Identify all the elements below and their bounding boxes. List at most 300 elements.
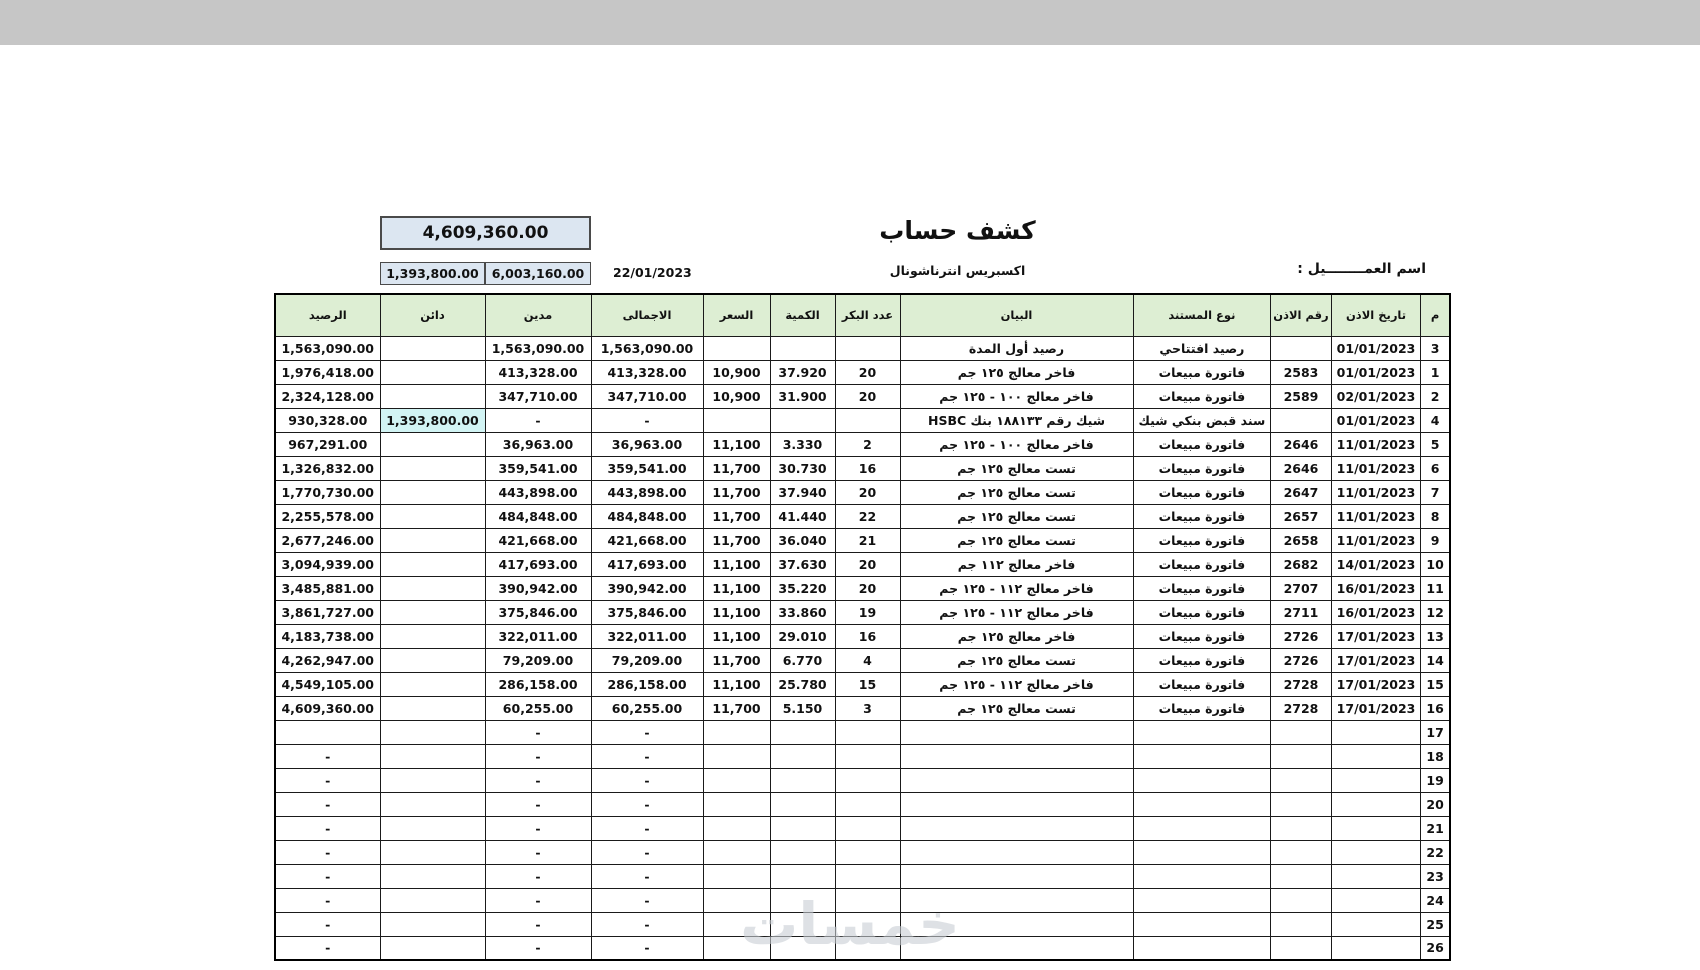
cell-balance: 4,262,947.00 (275, 648, 380, 672)
cell-price (703, 816, 770, 840)
cell-price: 11,100 (703, 600, 770, 624)
cell-reels: 21 (835, 528, 900, 552)
cell-doc_type: فاتورة مبيعات (1133, 528, 1271, 552)
cell-doc_type (1133, 864, 1271, 888)
cell-num: 9 (1421, 528, 1450, 552)
cell-qty: 37.630 (770, 552, 835, 576)
cell-doc_type: سند قبض بنكي شيك (1133, 408, 1271, 432)
cell-qty (770, 720, 835, 744)
cell-balance: 1,563,090.00 (275, 336, 380, 360)
table-row (275, 456, 1450, 480)
cell-total: - (591, 744, 703, 768)
cell-doc_type: فاتورة مبيعات (1133, 360, 1271, 384)
cell-total: 443,898.00 (591, 480, 703, 504)
cell-doc_type (1133, 936, 1271, 960)
cell-reels: 22 (835, 504, 900, 528)
cell-debit: - (485, 792, 591, 816)
cell-balance: 3,485,881.00 (275, 576, 380, 600)
cell-date (1331, 792, 1421, 816)
cell-price (703, 744, 770, 768)
cell-debit: - (485, 768, 591, 792)
cell-description (900, 888, 1133, 912)
cell-date: 01/01/2023 (1331, 408, 1421, 432)
cell-voucher: 2726 (1271, 648, 1331, 672)
cell-debit: - (485, 864, 591, 888)
cell-price (703, 720, 770, 744)
cell-price (703, 768, 770, 792)
cell-total: 484,848.00 (591, 504, 703, 528)
cell-total: 1,563,090.00 (591, 336, 703, 360)
cell-date: 17/01/2023 (1331, 648, 1421, 672)
column-header-reels: عدد البكر (835, 294, 900, 336)
table-row (275, 864, 1450, 888)
cell-num: 26 (1421, 936, 1450, 960)
cell-debit: - (485, 840, 591, 864)
cell-balance: 3,861,727.00 (275, 600, 380, 624)
cell-credit (380, 672, 485, 696)
column-header-qty: الكمية (770, 294, 835, 336)
cell-description: فاخر معالج ١٢٥ جم (900, 360, 1133, 384)
column-header-credit: دائن (380, 294, 485, 336)
page-title: كشف حساب (879, 216, 1036, 245)
cell-reels: 2 (835, 432, 900, 456)
table-row (275, 816, 1450, 840)
cell-voucher: 2583 (1271, 360, 1331, 384)
cell-balance: - (275, 888, 380, 912)
cell-price (703, 408, 770, 432)
cell-credit: 1,393,800.00 (380, 408, 485, 432)
cell-credit (380, 336, 485, 360)
table-row (275, 648, 1450, 672)
cell-voucher: 2728 (1271, 696, 1331, 720)
cell-num: 4 (1421, 408, 1450, 432)
statement-date: 22/01/2023 (613, 265, 692, 280)
cell-description (900, 720, 1133, 744)
cell-description (900, 936, 1133, 960)
cell-balance: 4,549,105.00 (275, 672, 380, 696)
cell-reels: 3 (835, 696, 900, 720)
cell-balance: 967,291.00 (275, 432, 380, 456)
cell-num: 5 (1421, 432, 1450, 456)
cell-balance: - (275, 912, 380, 936)
cell-qty (770, 768, 835, 792)
table-row (275, 720, 1450, 744)
cell-debit: - (485, 912, 591, 936)
table-row (275, 504, 1450, 528)
table-row (275, 336, 1450, 360)
cell-reels (835, 840, 900, 864)
cell-credit (380, 504, 485, 528)
cell-debit: 484,848.00 (485, 504, 591, 528)
cell-qty: 41.440 (770, 504, 835, 528)
cell-voucher (1271, 912, 1331, 936)
cell-debit: - (485, 936, 591, 960)
cell-qty (770, 912, 835, 936)
cell-num: 15 (1421, 672, 1450, 696)
cell-num: 18 (1421, 744, 1450, 768)
cell-voucher (1271, 792, 1331, 816)
cell-reels (835, 912, 900, 936)
cell-date: 16/01/2023 (1331, 576, 1421, 600)
cell-price (703, 864, 770, 888)
cell-debit: 417,693.00 (485, 552, 591, 576)
cell-qty: 36.040 (770, 528, 835, 552)
cell-voucher: 2646 (1271, 432, 1331, 456)
cell-qty: 3.330 (770, 432, 835, 456)
cell-reels (835, 408, 900, 432)
cell-description: فاخر معالج ١١٢ - ١٢٥ جم (900, 576, 1133, 600)
cell-num: 20 (1421, 792, 1450, 816)
cell-doc_type (1133, 816, 1271, 840)
cell-price: 11,100 (703, 432, 770, 456)
cell-doc_type: فاتورة مبيعات (1133, 672, 1271, 696)
cell-credit (380, 696, 485, 720)
cell-doc_type (1133, 912, 1271, 936)
cell-reels (835, 792, 900, 816)
cell-description: فاخر معالج ١١٢ جم (900, 552, 1133, 576)
cell-total: 286,158.00 (591, 672, 703, 696)
cell-doc_type: فاتورة مبيعات (1133, 456, 1271, 480)
table-row (275, 576, 1450, 600)
cell-debit: - (485, 744, 591, 768)
cell-voucher: 2707 (1271, 576, 1331, 600)
cell-description: تست معالج ١٢٥ جم (900, 528, 1133, 552)
cell-reels: 15 (835, 672, 900, 696)
cell-credit (380, 816, 485, 840)
cell-price: 11,100 (703, 624, 770, 648)
cell-num: 16 (1421, 696, 1450, 720)
cell-credit (380, 432, 485, 456)
column-header-description: البيان (900, 294, 1133, 336)
cell-num: 3 (1421, 336, 1450, 360)
table-row (275, 384, 1450, 408)
table-header (275, 294, 1450, 336)
cell-reels: 16 (835, 456, 900, 480)
cell-voucher (1271, 720, 1331, 744)
cell-voucher (1271, 408, 1331, 432)
cell-debit: 79,209.00 (485, 648, 591, 672)
cell-doc_type (1133, 744, 1271, 768)
cell-num: 1 (1421, 360, 1450, 384)
cell-voucher (1271, 744, 1331, 768)
cell-total: 390,942.00 (591, 576, 703, 600)
table-row (275, 888, 1450, 912)
cell-price: 11,700 (703, 528, 770, 552)
cell-date (1331, 744, 1421, 768)
cell-doc_type: فاتورة مبيعات (1133, 480, 1271, 504)
cell-total: - (591, 840, 703, 864)
cell-reels (835, 720, 900, 744)
cell-qty (770, 888, 835, 912)
customer-name-label: اسم العمــــــــيل : (1297, 261, 1426, 277)
cell-date (1331, 864, 1421, 888)
cell-description (900, 744, 1133, 768)
cell-balance: - (275, 936, 380, 960)
cell-description (900, 840, 1133, 864)
cell-qty: 33.860 (770, 600, 835, 624)
cell-total: 421,668.00 (591, 528, 703, 552)
cell-credit (380, 648, 485, 672)
cell-num: 25 (1421, 912, 1450, 936)
cell-reels: 16 (835, 624, 900, 648)
cell-price (703, 912, 770, 936)
cell-voucher (1271, 888, 1331, 912)
cell-num: 23 (1421, 864, 1450, 888)
cell-reels (835, 816, 900, 840)
table-row (275, 360, 1450, 384)
cell-total: 375,846.00 (591, 600, 703, 624)
cell-description (900, 864, 1133, 888)
table-row (275, 912, 1450, 936)
cell-doc_type (1133, 888, 1271, 912)
cell-qty (770, 744, 835, 768)
cell-debit: 322,011.00 (485, 624, 591, 648)
cell-reels: 19 (835, 600, 900, 624)
cell-num: 12 (1421, 600, 1450, 624)
cell-reels (835, 888, 900, 912)
cell-description: فاخر معالج ١٠٠ - ١٢٥ جم (900, 384, 1133, 408)
column-header-balance: الرصيد (275, 294, 380, 336)
cell-voucher: 2647 (1271, 480, 1331, 504)
cell-total: 359,541.00 (591, 456, 703, 480)
cell-credit (380, 744, 485, 768)
cell-reels (835, 768, 900, 792)
cell-reels: 4 (835, 648, 900, 672)
table-row (275, 768, 1450, 792)
cell-num: 14 (1421, 648, 1450, 672)
cell-debit: 1,563,090.00 (485, 336, 591, 360)
cell-date (1331, 720, 1421, 744)
cell-price: 11,700 (703, 480, 770, 504)
cell-debit: - (485, 816, 591, 840)
cell-qty (770, 936, 835, 960)
cell-credit (380, 360, 485, 384)
cell-num: 21 (1421, 816, 1450, 840)
cell-date: 11/01/2023 (1331, 456, 1421, 480)
cell-description: تست معالج ١٢٥ جم (900, 456, 1133, 480)
cell-num: 8 (1421, 504, 1450, 528)
cell-num: 22 (1421, 840, 1450, 864)
cell-voucher: 2646 (1271, 456, 1331, 480)
cell-voucher: 2726 (1271, 624, 1331, 648)
table-row (275, 408, 1450, 432)
cell-debit: 443,898.00 (485, 480, 591, 504)
table-row (275, 792, 1450, 816)
cell-description: فاخر معالج ١١٢ - ١٢٥ جم (900, 600, 1133, 624)
cell-description (900, 816, 1133, 840)
cell-voucher: 2728 (1271, 672, 1331, 696)
cell-num: 19 (1421, 768, 1450, 792)
cell-reels: 20 (835, 384, 900, 408)
cell-num: 7 (1421, 480, 1450, 504)
cell-total: - (591, 720, 703, 744)
cell-debit: 36,963.00 (485, 432, 591, 456)
cell-credit (380, 936, 485, 960)
cell-reels (835, 936, 900, 960)
cell-num: 17 (1421, 720, 1450, 744)
cell-credit (380, 624, 485, 648)
cell-qty: 30.730 (770, 456, 835, 480)
company-name: اكسبريس انترناشونال (889, 263, 1026, 278)
cell-date (1331, 768, 1421, 792)
cell-balance: 1,326,832.00 (275, 456, 380, 480)
cell-description (900, 912, 1133, 936)
cell-date: 14/01/2023 (1331, 552, 1421, 576)
cell-description (900, 768, 1133, 792)
cell-balance: 4,183,738.00 (275, 624, 380, 648)
cell-reels (835, 864, 900, 888)
cell-qty (770, 816, 835, 840)
cell-doc_type (1133, 768, 1271, 792)
table-row (275, 432, 1450, 456)
cell-voucher: 2589 (1271, 384, 1331, 408)
cell-description: تست معالج ١٢٥ جم (900, 480, 1133, 504)
cell-debit: 390,942.00 (485, 576, 591, 600)
cell-date: 02/01/2023 (1331, 384, 1421, 408)
cell-debit: 413,328.00 (485, 360, 591, 384)
cell-voucher (1271, 936, 1331, 960)
cell-date: 11/01/2023 (1331, 504, 1421, 528)
cell-date: 17/01/2023 (1331, 624, 1421, 648)
cell-credit (380, 888, 485, 912)
cell-debit: - (485, 408, 591, 432)
cell-doc_type (1133, 792, 1271, 816)
cell-qty: 6.770 (770, 648, 835, 672)
cell-qty (770, 864, 835, 888)
cell-reels: 20 (835, 480, 900, 504)
cell-balance: 1,770,730.00 (275, 480, 380, 504)
table-header-row (275, 294, 1450, 336)
table-row (275, 600, 1450, 624)
table-row (275, 936, 1450, 960)
column-header-doc_type: نوع المستند (1133, 294, 1271, 336)
column-header-debit: مدين (485, 294, 591, 336)
cell-num: 24 (1421, 888, 1450, 912)
cell-date: 01/01/2023 (1331, 336, 1421, 360)
cell-doc_type: فاتورة مبيعات (1133, 648, 1271, 672)
cell-total: 79,209.00 (591, 648, 703, 672)
column-header-total: الاجمالى (591, 294, 703, 336)
cell-balance: 930,328.00 (275, 408, 380, 432)
cell-num: 10 (1421, 552, 1450, 576)
cell-credit (380, 864, 485, 888)
cell-total: - (591, 408, 703, 432)
cell-debit: 347,710.00 (485, 384, 591, 408)
cell-balance: - (275, 840, 380, 864)
cell-price: 11,100 (703, 672, 770, 696)
cell-total: - (591, 912, 703, 936)
cell-date: 17/01/2023 (1331, 696, 1421, 720)
cell-doc_type: فاتورة مبيعات (1133, 432, 1271, 456)
cell-date: 11/01/2023 (1331, 528, 1421, 552)
table-row (275, 696, 1450, 720)
cell-total: 60,255.00 (591, 696, 703, 720)
cell-total: 322,011.00 (591, 624, 703, 648)
cell-credit (380, 768, 485, 792)
table-row (275, 672, 1450, 696)
cell-description: تست معالج ١٢٥ جم (900, 648, 1133, 672)
cell-date: 17/01/2023 (1331, 672, 1421, 696)
cell-total: 417,693.00 (591, 552, 703, 576)
cell-doc_type: رصيد افتتاحي (1133, 336, 1271, 360)
summary-credit-total-box: 1,393,800.00 (380, 262, 485, 285)
table-row (275, 552, 1450, 576)
cell-date (1331, 936, 1421, 960)
column-header-voucher: رقم الاذن (1271, 294, 1331, 336)
cell-reels: 20 (835, 360, 900, 384)
cell-debit: 60,255.00 (485, 696, 591, 720)
cell-credit (380, 528, 485, 552)
cell-debit: 421,668.00 (485, 528, 591, 552)
cell-qty (770, 840, 835, 864)
cell-credit (380, 552, 485, 576)
cell-balance (275, 720, 380, 744)
cell-doc_type: فاتورة مبيعات (1133, 696, 1271, 720)
cell-num: 13 (1421, 624, 1450, 648)
cell-credit (380, 384, 485, 408)
cell-qty: 25.780 (770, 672, 835, 696)
table-row (275, 480, 1450, 504)
cell-description: تست معالج ١٢٥ جم (900, 504, 1133, 528)
cell-date: 01/01/2023 (1331, 360, 1421, 384)
cell-balance: - (275, 768, 380, 792)
statement-table-body (275, 336, 1450, 960)
cell-qty: 31.900 (770, 384, 835, 408)
cell-doc_type (1133, 840, 1271, 864)
cell-date (1331, 816, 1421, 840)
cell-balance: - (275, 744, 380, 768)
cell-price: 11,100 (703, 552, 770, 576)
cell-voucher (1271, 816, 1331, 840)
cell-price: 11,700 (703, 648, 770, 672)
cell-price (703, 888, 770, 912)
cell-price: 10,900 (703, 360, 770, 384)
cell-price: 10,900 (703, 384, 770, 408)
summary-balance-box: 4,609,360.00 (380, 216, 591, 250)
cell-num: 11 (1421, 576, 1450, 600)
cell-debit: - (485, 720, 591, 744)
cell-reels (835, 744, 900, 768)
cell-debit: 359,541.00 (485, 456, 591, 480)
table-row (275, 840, 1450, 864)
cell-doc_type: فاتورة مبيعات (1133, 384, 1271, 408)
cell-total: 347,710.00 (591, 384, 703, 408)
cell-voucher: 2711 (1271, 600, 1331, 624)
cell-description: رصيد أول المدة (900, 336, 1133, 360)
cell-debit: 286,158.00 (485, 672, 591, 696)
cell-voucher: 2658 (1271, 528, 1331, 552)
cell-price: 11,700 (703, 696, 770, 720)
cell-credit (380, 720, 485, 744)
cell-description: فاخر معالج ١١٢ - ١٢٥ جم (900, 672, 1133, 696)
cell-price (703, 936, 770, 960)
cell-balance: 1,976,418.00 (275, 360, 380, 384)
cell-total: - (591, 864, 703, 888)
cell-price: 11,700 (703, 456, 770, 480)
cell-qty (770, 792, 835, 816)
cell-description: تست معالج ١٢٥ جم (900, 696, 1133, 720)
cell-total: - (591, 888, 703, 912)
cell-total: 413,328.00 (591, 360, 703, 384)
cell-date: 16/01/2023 (1331, 600, 1421, 624)
cell-voucher (1271, 864, 1331, 888)
cell-credit (380, 840, 485, 864)
cell-voucher (1271, 336, 1331, 360)
cell-total: - (591, 936, 703, 960)
cell-doc_type: فاتورة مبيعات (1133, 600, 1271, 624)
cell-total: - (591, 792, 703, 816)
cell-doc_type: فاتورة مبيعات (1133, 624, 1271, 648)
